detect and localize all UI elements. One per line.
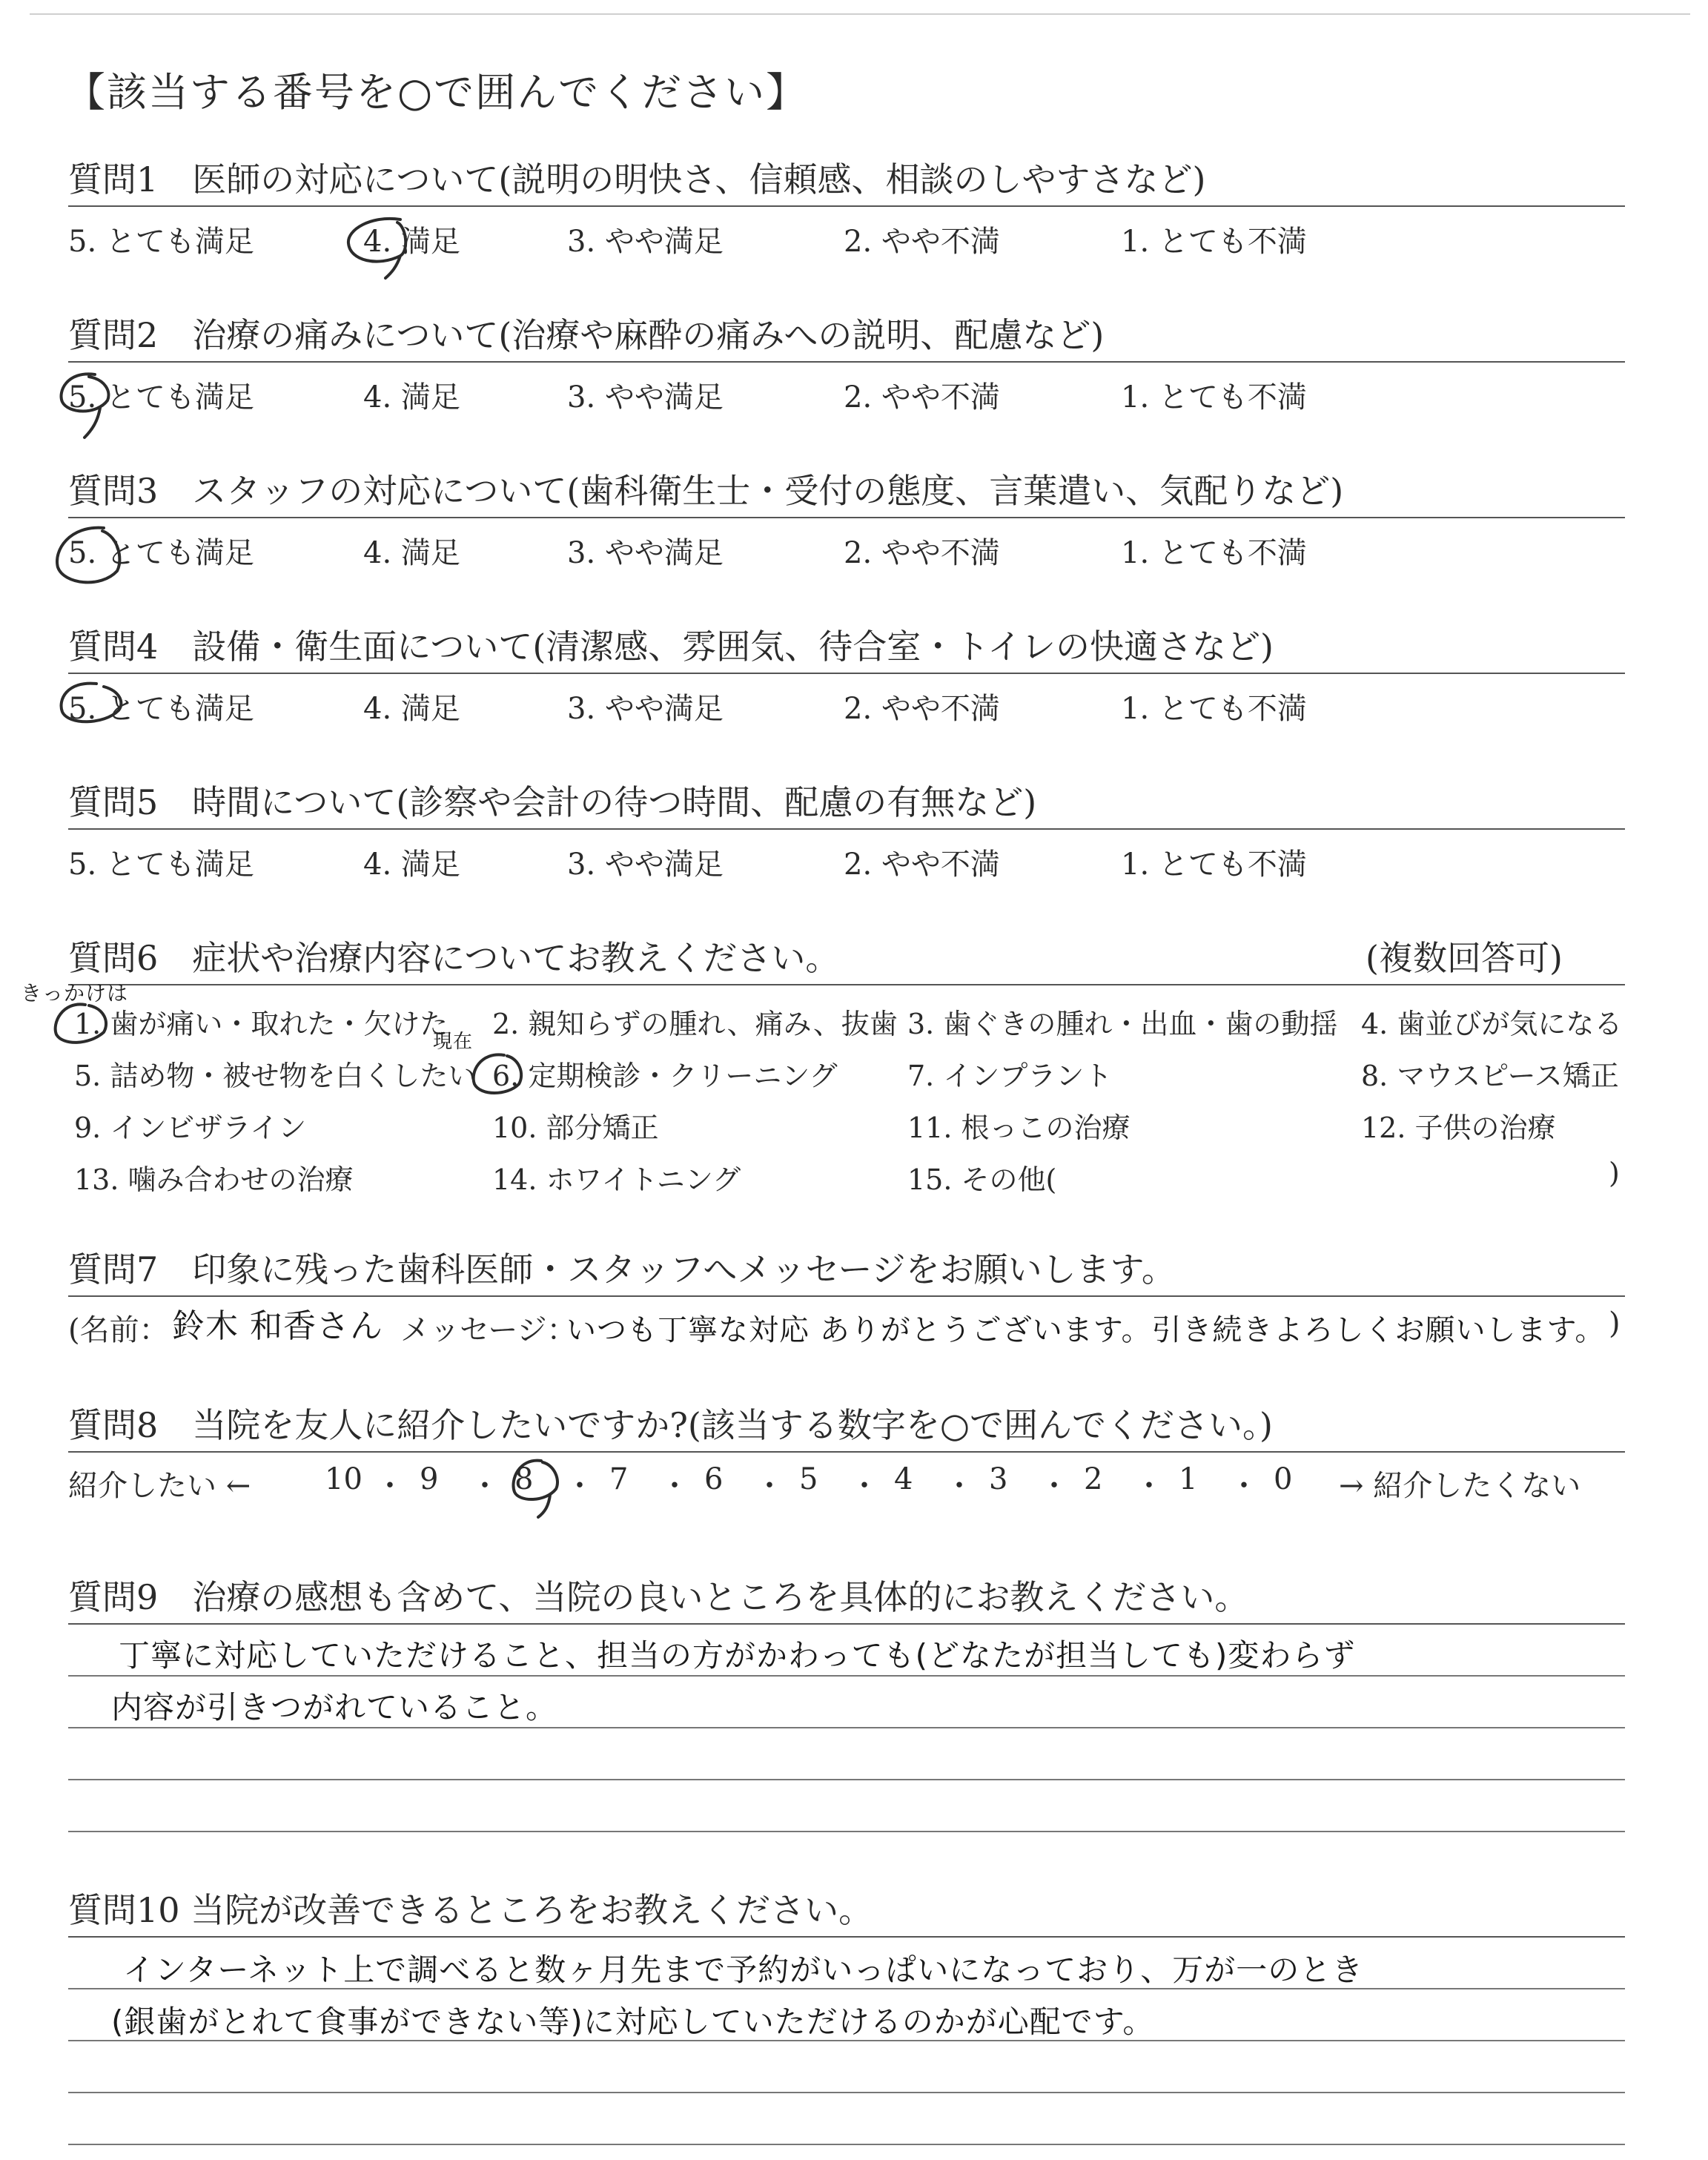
q8-scale-6[interactable]: 6 (704, 1462, 724, 1496)
q6-option-8[interactable]: 8. マウスピース矯正 (1361, 1060, 1619, 1092)
q6-option-15[interactable]: 15. その他( (907, 1163, 1057, 1196)
question-8-title: 質問8 当院を友人に紹介したいですか?(該当する数字を○で囲んでください。) (68, 1405, 1273, 1445)
question-9-title: 質問9 治療の感想も含めて、当院の良いところを具体的にお教えください。 (68, 1577, 1249, 1617)
q8-scale-separator: ・ (850, 1469, 879, 1503)
q1-option-1[interactable]: 1. とても不満 (1121, 225, 1307, 259)
q9-answer-text-1[interactable]: 丁寧に対応していただけること、担当の方がかわっても(どなたが担当しても)変わらず (119, 1637, 1356, 1674)
q5-option-5[interactable]: 5. とても満足 (68, 848, 254, 882)
q8-scale-4[interactable]: 4 (894, 1462, 913, 1496)
q5-option-3[interactable]: 3. やや満足 (567, 848, 724, 882)
q6-handwritten-note-6: 現在 (433, 1031, 474, 1053)
question-2-title: 質問2 治療の痛みについて(治療や麻酔の痛みへの説明、配慮など) (68, 315, 1105, 355)
q1-option-4[interactable]: 4. 満足 (363, 225, 460, 259)
question-7-rule (68, 1295, 1625, 1297)
q4-option-1[interactable]: 1. とても不満 (1121, 692, 1307, 726)
q8-scale-9[interactable]: 9 (420, 1462, 439, 1496)
q2-option-3[interactable]: 3. やや満足 (567, 380, 724, 415)
q7-close-paren: ) (1609, 1307, 1621, 1341)
q4-option-4[interactable]: 4. 満足 (363, 692, 460, 726)
q6-option-14[interactable]: 14. ホワイトニング (492, 1163, 741, 1196)
q5-option-4[interactable]: 4. 満足 (363, 848, 460, 882)
q5-option-2[interactable]: 2. やや不満 (844, 848, 1000, 882)
q8-scale-2[interactable]: 2 (1084, 1462, 1103, 1496)
q10-answer-text-1[interactable]: インターネット上で調べると数ヶ月先まで予約がいっぱいになっており、万が一のとき (123, 1952, 1364, 1988)
q2-option-2[interactable]: 2. やや不満 (844, 380, 1000, 415)
question-8-rule (68, 1451, 1625, 1453)
q1-option-2[interactable]: 2. やや不満 (844, 225, 1000, 259)
q1-option-5[interactable]: 5. とても満足 (68, 225, 254, 259)
q3-option-1[interactable]: 1. とても不満 (1121, 536, 1307, 570)
q6-option-2[interactable]: 2. 親知らずの腫れ、痛み、抜歯 (492, 1008, 898, 1040)
q8-scale-separator: ・ (470, 1469, 500, 1503)
question-4-title: 質問4 設備・衛生面について(清潔感、雰囲気、待合室・トイレの快適さなど) (68, 627, 1274, 667)
q2-option-1[interactable]: 1. とても不満 (1121, 380, 1307, 415)
q6-option-13[interactable]: 13. 噛み合わせの治療 (74, 1163, 354, 1196)
q8-scale-separator: ・ (1039, 1469, 1069, 1503)
q10-answer-line (68, 2144, 1625, 2145)
q6-other-close: ) (1609, 1157, 1620, 1189)
form-header: 【該当する番号を○で囲んでください】 (65, 69, 808, 116)
q6-option-3[interactable]: 3. 歯ぐきの腫れ・出血・歯の動揺 (907, 1008, 1338, 1040)
q6-option-12[interactable]: 12. 子供の治療 (1361, 1112, 1556, 1144)
q6-option-6[interactable]: 6. 定期検診・クリーニング (492, 1060, 838, 1092)
q9-answer-text-2[interactable]: 内容が引きつがれていること。 (111, 1689, 558, 1725)
q8-scale-0[interactable]: 0 (1274, 1462, 1293, 1496)
question-2-rule (68, 361, 1625, 363)
q8-scale-1[interactable]: 1 (1179, 1462, 1198, 1496)
q3-option-2[interactable]: 2. やや不満 (844, 536, 1000, 570)
q6-option-5[interactable]: 5. 詰め物・被せ物を白くしたい (74, 1060, 477, 1092)
question-10-title: 質問10 当院が改善できるところをお教えください。 (68, 1890, 873, 1930)
question-10-rule (68, 1936, 1625, 1938)
q6-handwritten-note-1: きっかけは (21, 981, 129, 1005)
q8-scale-8[interactable]: 8 (514, 1462, 534, 1496)
q7-name-value[interactable]: 鈴木 和香さん (172, 1307, 383, 1345)
q8-scale-3[interactable]: 3 (989, 1462, 1008, 1496)
question-6-title: 質問6 症状や治療内容についてお教えください。 (68, 938, 840, 978)
q6-option-10[interactable]: 10. 部分矯正 (492, 1112, 659, 1144)
question-9-rule (68, 1623, 1625, 1625)
q1-option-3[interactable]: 3. やや満足 (567, 225, 724, 259)
q8-scale-separator: ・ (660, 1469, 689, 1503)
q8-scale-7[interactable]: 7 (609, 1462, 629, 1496)
q6-option-11[interactable]: 11. 根っこの治療 (907, 1112, 1131, 1144)
q2-option-5[interactable]: 5. とても満足 (68, 380, 254, 415)
q8-scale-separator: ・ (1134, 1469, 1164, 1503)
q6-option-9[interactable]: 9. インビザライン (74, 1112, 307, 1144)
q6-option-4[interactable]: 4. 歯並びが気になる (1361, 1008, 1623, 1040)
question-3-rule (68, 517, 1625, 518)
q3-option-4[interactable]: 4. 満足 (363, 536, 460, 570)
question-7-title: 質問7 印象に残った歯科医師・スタッフへメッセージをお願いします。 (68, 1249, 1176, 1289)
q4-option-2[interactable]: 2. やや不満 (844, 692, 1000, 726)
q7-message-label: メッセージ： (400, 1313, 577, 1347)
q6-option-7[interactable]: 7. インプラント (907, 1060, 1113, 1092)
q8-left-label: 紹介したい ← (68, 1469, 251, 1503)
question-6-rule (68, 984, 1625, 985)
q7-message-value[interactable]: いつも丁寧な対応 ありがとうございます。引き続きよろしくお願いします。 (566, 1313, 1606, 1347)
question-6-note: (複数回答可) (1366, 938, 1563, 978)
q9-answer-line (68, 1831, 1625, 1832)
q8-scale-separator: ・ (944, 1469, 974, 1503)
question-1-rule (68, 205, 1625, 207)
question-1-title: 質問1 医師の対応について(説明の明快さ、信頼感、相談のしやすさなど) (68, 159, 1206, 199)
q8-scale-separator: ・ (565, 1469, 595, 1503)
q5-option-1[interactable]: 1. とても不満 (1121, 848, 1307, 882)
question-3-title: 質問3 スタッフの対応について(歯科衛生士・受付の態度、言葉遣い、気配りなど) (68, 471, 1344, 511)
q10-answer-text-2[interactable]: (銀歯がとれて食事ができない等)に対応していただけるのかが心配です。 (111, 2004, 1155, 2040)
scan-edge (30, 13, 1690, 15)
q8-scale-separator: ・ (375, 1469, 405, 1503)
q8-scale-separator: ・ (1229, 1469, 1259, 1503)
q4-option-5[interactable]: 5. とても満足 (68, 692, 254, 726)
q6-option-1[interactable]: 1. 歯が痛い・取れた・欠けた (74, 1008, 448, 1040)
q7-name-label: (名前： (68, 1313, 169, 1347)
q3-option-3[interactable]: 3. やや満足 (567, 536, 724, 570)
q3-option-5[interactable]: 5. とても満足 (68, 536, 254, 570)
q8-scale-separator: ・ (755, 1469, 784, 1503)
q4-option-3[interactable]: 3. やや満足 (567, 692, 724, 726)
q8-right-label: → 紹介したくない (1339, 1469, 1581, 1503)
question-5-rule (68, 828, 1625, 830)
question-5-title: 質問5 時間について(診察や会計の待つ時間、配慮の有無など) (68, 782, 1037, 822)
q2-option-4[interactable]: 4. 満足 (363, 380, 460, 415)
q8-scale-5[interactable]: 5 (799, 1462, 818, 1496)
q9-answer-line (68, 1779, 1625, 1780)
q10-answer-line (68, 2092, 1625, 2093)
q8-scale-10[interactable]: 10 (325, 1462, 363, 1496)
question-4-rule (68, 673, 1625, 674)
